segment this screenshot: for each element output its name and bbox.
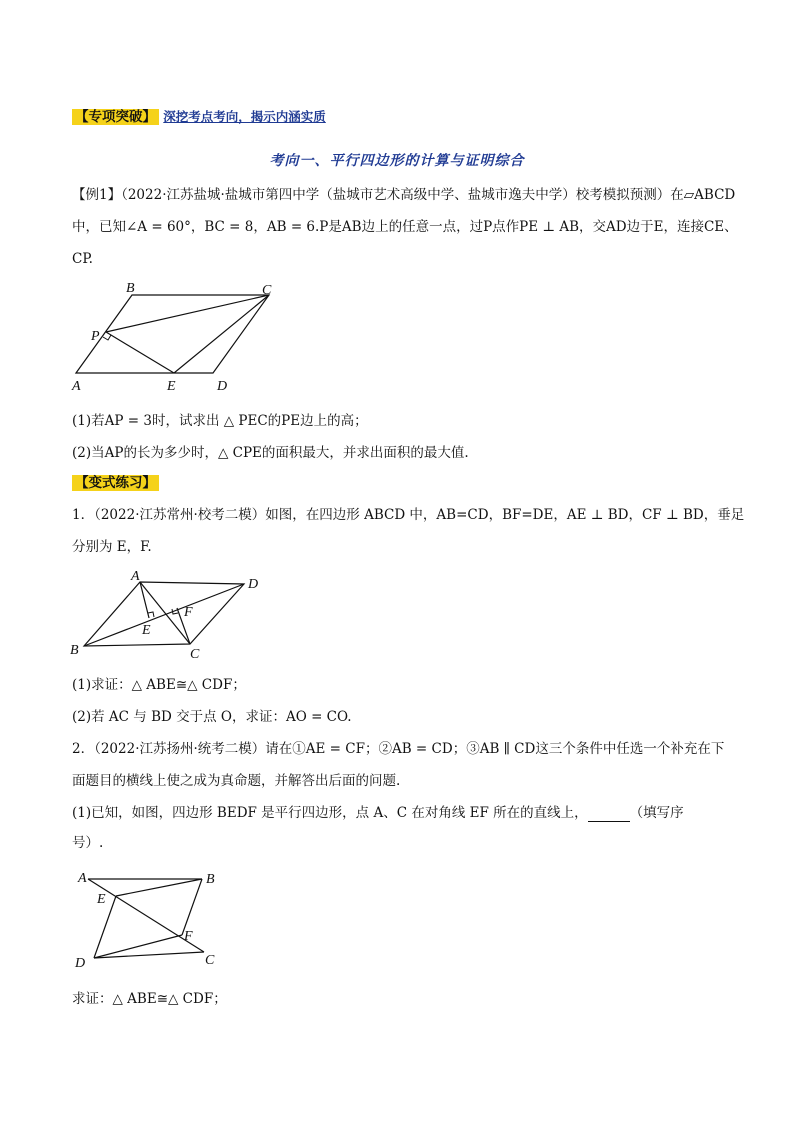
- problem1-question1: (1)求证：△ ABE≅△ CDF；: [72, 677, 246, 693]
- problem2-question1-text: (1)已知，如图，四边形 BEDF 是平行四边形，点 A、C 在对角线 EF 所在的直线上，: [72, 805, 588, 821]
- label-e: E: [97, 892, 106, 907]
- label-c: C: [205, 953, 215, 968]
- label-b: B: [126, 281, 135, 296]
- special-breakthrough-badge: 【专项突破】: [72, 109, 159, 125]
- section-title: 考向一、平行四边形的计算与证明综合: [269, 153, 525, 169]
- header-subtitle: 深挖考点考向，揭示内涵实质: [163, 109, 326, 124]
- label-f: F: [184, 929, 193, 944]
- label-d: D: [248, 577, 259, 592]
- label-b: B: [70, 643, 79, 658]
- figure-quadrilateral-abcd: [62, 568, 272, 660]
- label-e: E: [142, 623, 151, 638]
- label-c: C: [190, 647, 200, 662]
- header: [72, 108, 326, 126]
- problem2-line1: 2．（2022·江苏扬州·统考二模）请在①AE = CF；②AB = CD；③AB ∥ CD这三个条件中任选一个补充在下: [72, 741, 725, 757]
- problem2-question1-hint: （填写序: [629, 805, 684, 821]
- practice-header: [72, 474, 159, 492]
- label-f: F: [184, 605, 193, 620]
- figure-parallelogram-bedf: [68, 866, 228, 970]
- problem1-question2: (2)若 AC 与 BD 交于点 O，求证：AO = CO.: [72, 709, 352, 725]
- problem2-proof: 求证：△ ABE≅△ CDF；: [72, 991, 227, 1007]
- label-b: B: [206, 872, 215, 887]
- problem2-question1: [72, 804, 684, 822]
- label-d: D: [75, 956, 86, 971]
- label-c: C: [262, 283, 272, 298]
- problem1-line2: 分别为 E，F.: [72, 539, 152, 555]
- example1-question2: (2)当AP的长为多少时，△ CPE的面积最大，并求出面积的最大值.: [72, 445, 469, 461]
- label-e: E: [167, 379, 176, 394]
- example1-line3: CP.: [72, 251, 93, 267]
- example1-question1: (1)若AP = 3时，试求出 △ PEC的PE边上的高；: [72, 413, 368, 429]
- answer-blank[interactable]: [588, 807, 630, 822]
- label-a: A: [72, 379, 81, 394]
- variant-practice-badge: 【变式练习】: [72, 475, 159, 491]
- label-d: D: [217, 379, 228, 394]
- problem2-question1-cont: 号）.: [72, 835, 104, 851]
- example1-line1: 【例1】（2022·江苏盐城·盐城市第四中学（盐城市艺术高级中学、盐城市逸夫中学）校考模拟预测）在▱ABCD: [72, 187, 736, 203]
- label-p: P: [91, 329, 100, 344]
- problem1-line1: 1．（2022·江苏常州·校考二模）如图，在四边形 ABCD 中，AB=CD，BF=DE，AE ⊥ BD，CF ⊥ BD，垂足: [72, 507, 745, 523]
- label-a: A: [131, 569, 140, 584]
- label-a: A: [78, 871, 87, 886]
- problem2-line2: 面题目的横线上使之成为真命题，并解答出后面的问题.: [72, 773, 401, 789]
- example1-line2: 中，已知∠A = 60°，BC = 8，AB = 6.P是AB边上的任意一点，过P点作PE ⊥ AB，交AD边于E，连接CE、: [72, 219, 738, 235]
- figure-parallelogram-abcd: [60, 278, 290, 394]
